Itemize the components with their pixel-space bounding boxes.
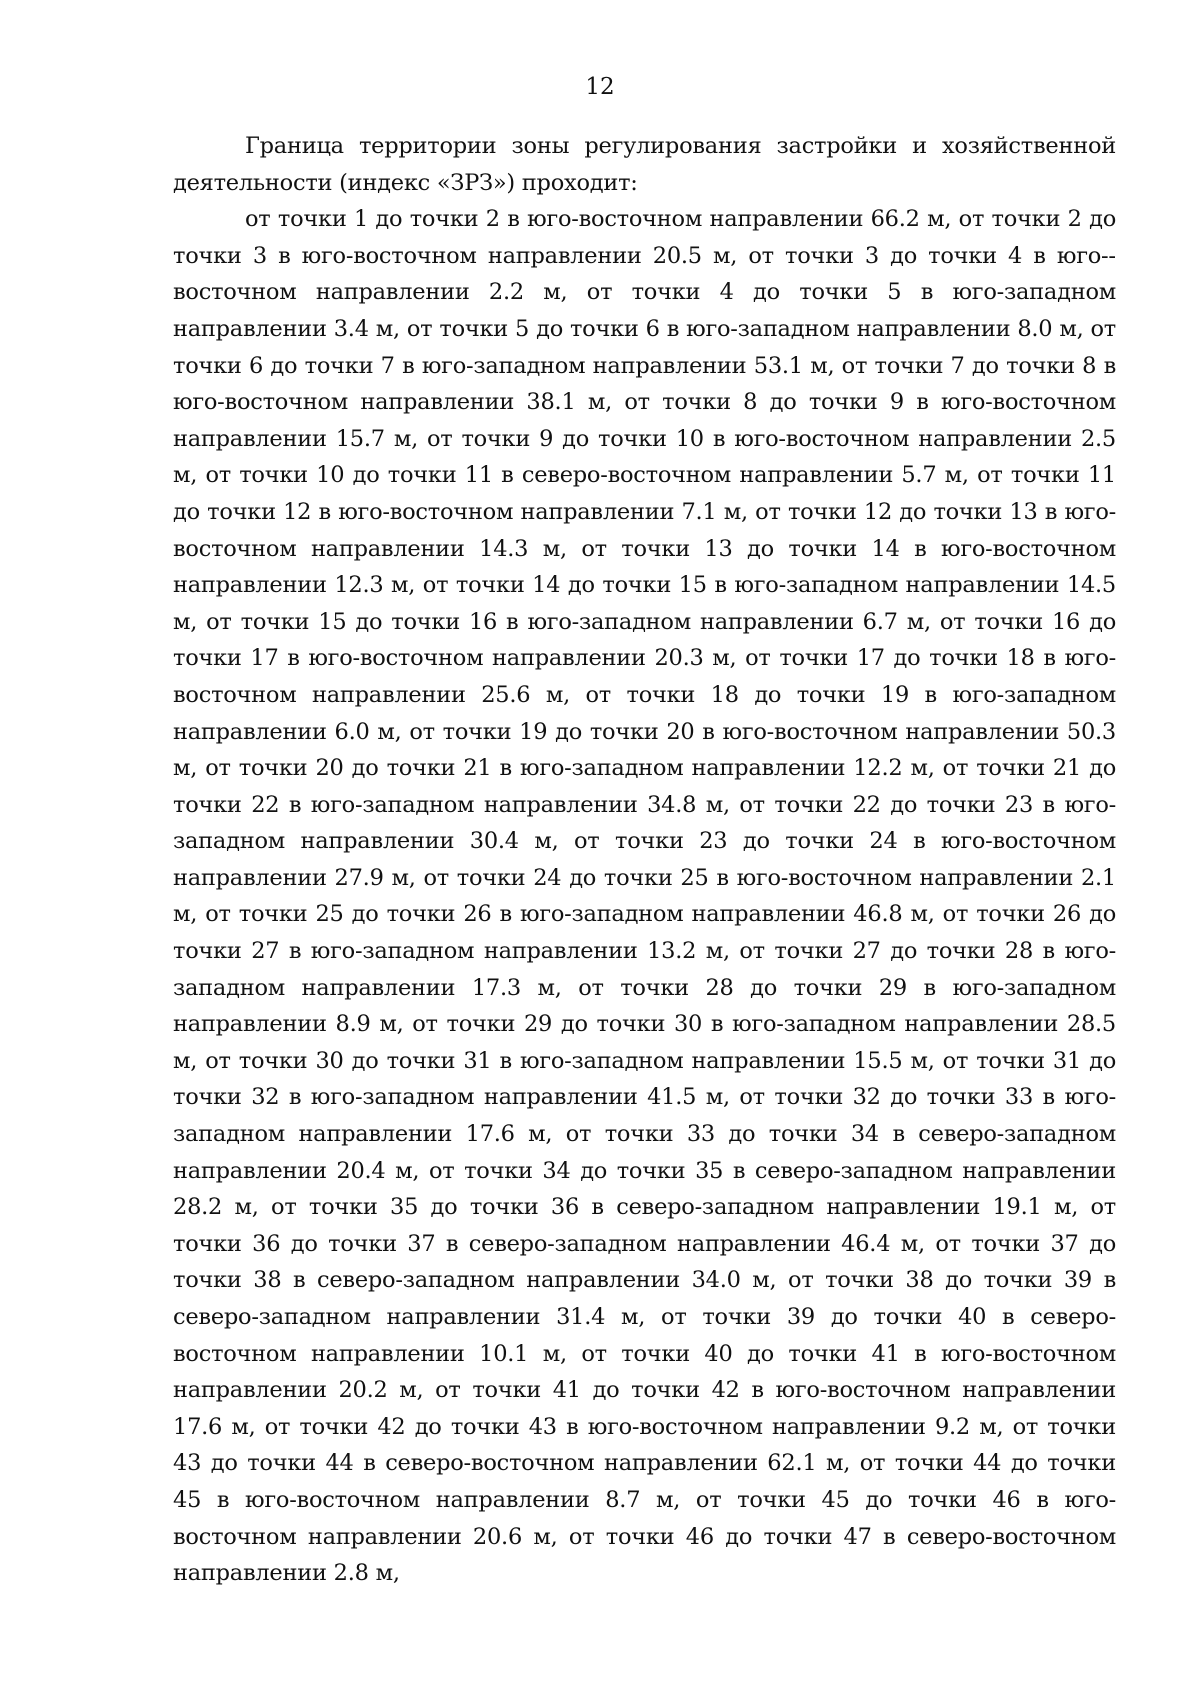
paragraph-boundary-description: от точки 1 до точки 2 в юго-восточном направлении 66.2 м, от точки 2 до точки 3 в юго-восточном направлении 20.5 м, от точки 3 до точки 4 в юго-восточном направлении 2.2 м, от точки 4 до точки 5 в юго-западном направлении 3.4 м, от точки 5 до точки 6 в юго-западном направлении 8.0 м, от точки 6 до точки 7 в юго-западном направлении 53.1 м, от точки 7 до точки 8 в юго-восточном направлении 38.1 м, от точки 8 до точки 9 в юго-восточном направлении 15.7 м, от точки 9 до точки 10 в юго-восточном направлении 2.5 м, от точки 10 до точки 11 в северо-восточном направлении 5.7 м, от точки 11 до точки 12 в юго-восточном направлении 7.1 м, от точки 12 до точки 13 в юго-восточном направлении 14.3 м, от точки 13 до точки 14 в юго-восточном направлении 12.3 м, от точки 14 до точки 15 в юго-западном направлении 14.5 м, от точки 15 до точки 16 в юго-западном направлении 6.7 м, от точки 16 до точки 17 в юго-восточном направлении 20.3 м, от точки 17 до точки 18 в юго-восточном направлении 25.6 м, от точки 18 до точки 19 в юго-западном направлении 6.0 м, от точки 19 до точки 20 в юго-восточном направлении 50.3 м, от точки 20 до точки 21 в юго-западном направлении 12.2 м, от точки 21 до точки 22 в юго-западном направлении 34.8 м, от точки 22 до точки 23 в юго-западном направлении 30.4 м, от точки 23 до точки 24 в юго-восточном направлении 27.9 м, от точки 24 до точки 25 в юго-восточном направлении 2.1 м, от точки 25 до точки 26 в юго-западном направлении 46.8 м, от точки 26 до точки 27 в юго-западном направлении 13.2 м, от точки 27 до точки 28 в юго-западном направлении 17.3 м, от точки 28 до точки 29 в юго-западном направлении 8.9 м, от точки 29 до точки 30 в юго-западном направлении 28.5 м, от точки 30 до точки 31 в юго-западном направлении 15.5 м, от точки 31 до точки 32 в юго-западном направлении 41.5 м, от точки 32 до точки 33 в юго-западном направлении 17.6 м, от точки 33 до точки 34 в северо-западном направлении 20.4 м, от точки 34 до точки 35 в северо-западном направлении 28.2 м, от точки 35 до точки 36 в северо-западном направлении 19.1 м, от точки 36 до точки 37 в северо-западном направлении 46.4 м, от точки 37 до точки 38 в северо-западном направлении 34.0 м, от точки 38 до точки 39 в северо-западном направлении 31.4 м, от точки 39 до точки 40 в северо-восточном направлении 10.1 м, от точки 40 до точки 41 в юго-восточном направлении 20.2 м, от точки 41 до точки 42 в юго-восточном направлении 17.6 м, от точки 42 до точки 43 в юго-восточном направлении 9.2 м, от точки 43 до точки 44 в северо-восточном направлении 62.1 м, от точки 44 до точки 45 в юго-восточном направлении 8.7 м, от точки 45 до точки 46 в юго-восточном направлении 20.6 м, от точки 46 до точки 47 в северо-восточном направлении 2.8 м, [173, 206, 1116, 1587]
paragraph-intro: Граница территории зоны регулирования застройки и хозяйственной деятельности (индекс «ЗРЗ») проходит: [173, 133, 1116, 196]
document-body [173, 128, 1116, 1592]
page-number: 12 [585, 74, 615, 100]
